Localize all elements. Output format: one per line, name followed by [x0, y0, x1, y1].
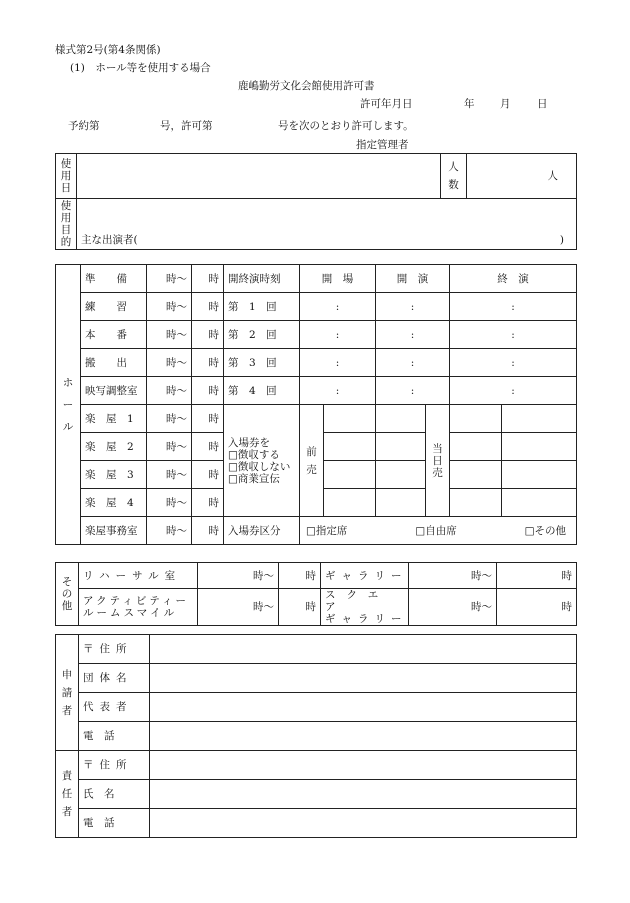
open-time[interactable]: : — [300, 349, 376, 377]
people-unit: 人 — [547, 170, 558, 182]
ticket-title: 入場券を — [228, 436, 270, 449]
time-to[interactable]: 時 — [192, 265, 224, 293]
hall-row-show: 本 番 — [81, 321, 147, 349]
hall-row-practice: 練 習 — [81, 293, 147, 321]
use-date-field[interactable] — [77, 154, 441, 199]
round-2: 第 2 回 — [224, 321, 300, 349]
seat-type-options — [300, 517, 577, 545]
other-facilities-table — [55, 562, 577, 626]
sameday-cell[interactable] — [502, 433, 577, 461]
reserved-seat-checkbox[interactable]: □指定席 — [306, 524, 348, 537]
form-number: 様式第2号(第4条関係) — [55, 44, 161, 56]
responsible-address-label: 〒住所 — [79, 751, 150, 780]
sameday-label: 当日売 — [426, 405, 450, 517]
people-field[interactable] — [467, 154, 577, 199]
applicant-phone-label: 電 話 — [79, 722, 150, 751]
open-header: 開 場 — [300, 265, 376, 293]
time-from[interactable]: 時〜 — [147, 517, 192, 545]
presale-cell[interactable] — [376, 461, 426, 489]
sameday-cell[interactable] — [450, 405, 502, 433]
document-title: 鹿嶋勤労文化会館使用許可書 — [238, 80, 375, 92]
time-to[interactable]: 時 — [192, 517, 224, 545]
start-time[interactable]: : — [376, 321, 450, 349]
day-label: 日 — [537, 98, 548, 110]
responsible-name-label: 氏 名 — [79, 780, 150, 809]
open-time[interactable]: : — [300, 321, 376, 349]
purpose-label: 使用目的 — [56, 199, 77, 250]
presale-cell[interactable] — [376, 489, 426, 517]
year-label: 年 — [464, 98, 475, 110]
time-from[interactable]: 時〜 — [147, 293, 192, 321]
open-time[interactable]: : — [300, 293, 376, 321]
start-time[interactable]: : — [376, 293, 450, 321]
month-label: 月 — [500, 98, 511, 110]
hall-row-dressing-3: 楽 屋 3 — [81, 461, 147, 489]
time-to[interactable]: 時 — [192, 405, 224, 433]
sameday-cell[interactable] — [450, 433, 502, 461]
presale-cell[interactable] — [324, 461, 376, 489]
time-from[interactable]: 時〜 — [147, 489, 192, 517]
time-from[interactable]: 時〜 — [409, 563, 497, 589]
applicant-rep-label: 代表者 — [79, 693, 150, 722]
open-time[interactable]: : — [300, 377, 376, 405]
other-seat-checkbox[interactable]: □その他 — [524, 524, 566, 537]
time-to[interactable]: 時 — [497, 589, 577, 626]
time-to[interactable]: 時 — [192, 489, 224, 517]
free-seat-checkbox[interactable]: □自由席 — [415, 524, 457, 537]
applicant-side-label: 申請者 — [56, 635, 79, 751]
sameday-cell[interactable] — [450, 461, 502, 489]
schedule-header: 開終演時刻 — [224, 265, 300, 293]
hall-row-dressing-4: 楽 屋 4 — [81, 489, 147, 517]
ticket-collect-checkbox[interactable]: □徴収する — [228, 448, 280, 461]
responsible-side-label: 責任者 — [56, 751, 79, 838]
time-to[interactable]: 時 — [192, 321, 224, 349]
responsible-name-field[interactable] — [150, 780, 577, 809]
round-4: 第 4 回 — [224, 377, 300, 405]
time-to[interactable]: 時 — [192, 433, 224, 461]
presale-cell[interactable] — [324, 433, 376, 461]
time-to[interactable]: 時 — [192, 377, 224, 405]
presale-cell[interactable] — [324, 405, 376, 433]
ticket-commercial-checkbox[interactable]: □商業宣伝 — [228, 472, 280, 485]
presale-cell[interactable] — [376, 433, 426, 461]
applicant-org-label: 団体名 — [79, 664, 150, 693]
rehearsal-room-label: リハーサル室 — [79, 563, 198, 589]
end-time[interactable]: : — [450, 377, 577, 405]
sameday-cell[interactable] — [502, 461, 577, 489]
presale-cell[interactable] — [324, 489, 376, 517]
people-label: 人数 — [441, 154, 467, 199]
hall-row-dressing-2: 楽 屋 2 — [81, 433, 147, 461]
hall-row-prep: 準 備 — [81, 265, 147, 293]
time-to[interactable]: 時 — [279, 563, 321, 589]
time-from[interactable]: 時〜 — [147, 321, 192, 349]
hall-row-teardown: 搬 出 — [81, 349, 147, 377]
time-from[interactable]: 時〜 — [147, 405, 192, 433]
time-from[interactable]: 時〜 — [147, 349, 192, 377]
permit-prefix: 号，許可第 — [160, 120, 213, 132]
end-time[interactable]: : — [450, 321, 577, 349]
performer-close: ) — [559, 234, 564, 246]
performer-label: 主な出演者( — [81, 234, 138, 246]
hall-table — [55, 264, 577, 545]
usage-table — [55, 153, 577, 250]
hall-row-dressing-1: 楽 屋 1 — [81, 405, 147, 433]
start-header: 開 演 — [376, 265, 450, 293]
ticket-type-label: 入場券区分 — [224, 517, 300, 545]
contact-table — [55, 634, 577, 838]
time-from[interactable]: 時〜 — [198, 589, 279, 626]
use-date-label: 使用日 — [56, 154, 77, 199]
permit-date-label: 許可年月日 — [360, 98, 413, 110]
ticket-collection-options — [224, 405, 300, 517]
sameday-cell[interactable] — [502, 489, 577, 517]
manager-label: 指定管理者 — [356, 139, 409, 151]
end-time[interactable]: : — [450, 349, 577, 377]
sameday-cell[interactable] — [450, 489, 502, 517]
time-from[interactable]: 時〜 — [409, 589, 497, 626]
square-gallery-label: スクエア ギャラリー — [321, 589, 409, 626]
sameday-cell[interactable] — [502, 405, 577, 433]
time-from[interactable]: 時〜 — [147, 461, 192, 489]
time-from[interactable]: 時〜 — [198, 563, 279, 589]
round-1: 第 1 回 — [224, 293, 300, 321]
applicant-org-field[interactable] — [150, 664, 577, 693]
time-from[interactable]: 時〜 — [147, 377, 192, 405]
responsible-address-field[interactable] — [150, 751, 577, 780]
applicant-rep-field[interactable] — [150, 693, 577, 722]
time-to[interactable]: 時 — [192, 293, 224, 321]
time-from[interactable]: 時〜 — [147, 265, 192, 293]
applicant-address-label: 〒住所 — [79, 635, 150, 664]
reservation-prefix: 予約第 — [68, 120, 100, 132]
gallery-label: ギャラリー — [321, 563, 409, 589]
time-to[interactable]: 時 — [279, 589, 321, 626]
other-side-label: その他 — [56, 563, 79, 626]
hall-row-projection: 映写調整室 — [81, 377, 147, 405]
round-3: 第 3 回 — [224, 349, 300, 377]
hall-side-label: ホール — [56, 265, 81, 545]
responsible-phone-label: 電 話 — [79, 809, 150, 838]
hall-row-office: 楽屋事務室 — [81, 517, 147, 545]
time-to[interactable]: 時 — [192, 349, 224, 377]
responsible-phone-field[interactable] — [150, 809, 577, 838]
time-from[interactable]: 時〜 — [147, 433, 192, 461]
end-header: 終 演 — [450, 265, 577, 293]
section-heading: (1) ホール等を使用する場合 — [70, 62, 211, 74]
start-time[interactable]: : — [376, 349, 450, 377]
time-to[interactable]: 時 — [192, 461, 224, 489]
applicant-phone-field[interactable] — [150, 722, 577, 751]
purpose-field[interactable] — [77, 199, 577, 250]
activity-room-label: アクティビティー ルームスマイル — [79, 589, 198, 626]
applicant-address-field[interactable] — [150, 635, 577, 664]
end-time[interactable]: : — [450, 293, 577, 321]
presale-cell[interactable] — [376, 405, 426, 433]
ticket-no-collect-checkbox[interactable]: □徴収しない — [228, 460, 291, 473]
time-to[interactable]: 時 — [497, 563, 577, 589]
permit-statement: 号を次のとおり許可します。 — [278, 120, 414, 132]
start-time[interactable]: : — [376, 377, 450, 405]
presale-label: 前売 — [300, 405, 324, 517]
